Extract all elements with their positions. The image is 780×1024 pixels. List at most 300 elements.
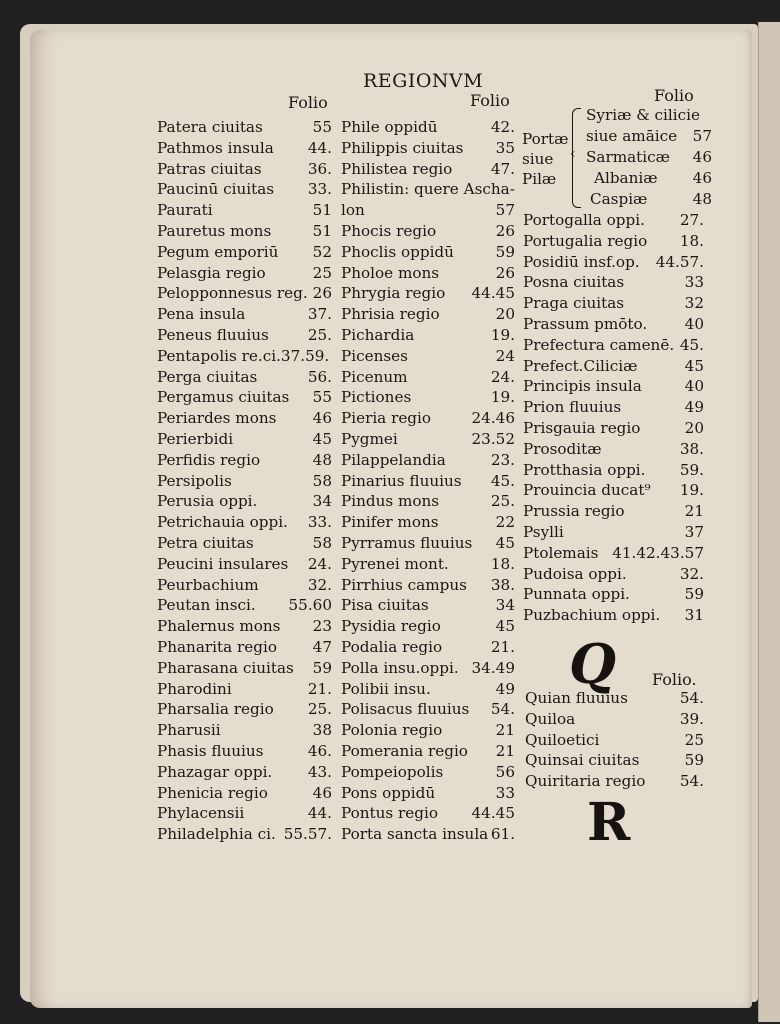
entry-folio: 23. [490, 450, 515, 469]
decorated-initial-r: R [587, 792, 631, 853]
index-entry [523, 210, 704, 231]
entry-name: Pygmei [341, 429, 398, 448]
index-entry [341, 575, 515, 596]
index-entry [523, 501, 704, 522]
entry-name: Perusia oppi. [157, 492, 258, 511]
index-entry [157, 138, 332, 159]
entry-name: Posna ciuitas [523, 273, 625, 292]
entry-name: Pena insula [157, 305, 246, 324]
index-column-1 [157, 117, 332, 845]
entry-folio: 51 [312, 201, 332, 220]
entry-folio: 32. [679, 564, 704, 583]
index-entry [523, 397, 704, 418]
entry-folio: 56. [307, 367, 332, 386]
bracket-item: Caspiæ 48 [590, 190, 712, 208]
entry-folio: 25. [490, 492, 515, 511]
entry-folio: 35 [495, 138, 515, 157]
index-entry [157, 803, 332, 824]
entry-name: Pudoisa oppi. [523, 564, 627, 583]
entry-name: Pisa ciuitas [341, 596, 429, 615]
q-section-entries [525, 688, 704, 792]
index-entry [341, 450, 515, 471]
entry-folio: 42. [490, 118, 515, 136]
entry-name: Pirrhius campus [341, 575, 467, 594]
index-entry [157, 783, 332, 804]
index-entry [157, 679, 332, 700]
entry-name: Phile oppidū [341, 118, 438, 136]
index-entry [157, 616, 332, 637]
entry-folio: 55.57. [283, 825, 332, 844]
entry-name: Prisgauia regio [523, 418, 641, 437]
index-entry [523, 460, 704, 481]
entry-folio: 46 [312, 783, 332, 802]
index-entry [157, 283, 332, 304]
entry-name: Picenum [341, 367, 408, 386]
entry-name: Pelasgia regio [157, 263, 266, 282]
bracket-item: Sarmaticæ 46 [586, 148, 712, 166]
entry-folio: 21 [495, 741, 515, 760]
entry-name: Prefectura camenē. [523, 335, 675, 354]
entry-name: Phenicia regio [157, 783, 268, 802]
index-entry [523, 252, 704, 273]
index-entry [157, 429, 332, 450]
entry-name: Pathmos insula [157, 138, 274, 157]
folio-head-col2: Folio [470, 91, 510, 110]
entry-name: Prefect.Ciliciæ [523, 356, 638, 375]
entry-folio: 54. [490, 700, 515, 719]
entry-name: Pentapolis re.ci.37.59. [157, 346, 330, 365]
index-entry [341, 387, 515, 408]
entry-folio: 44.45 [471, 284, 515, 303]
index-entry [341, 367, 515, 388]
entry-name: Prouincia ducat⁹ [523, 481, 651, 500]
entry-name: Pegum emporiū [157, 242, 279, 261]
entry-name: Peucini insulares [157, 554, 289, 573]
entry-folio: 59 [684, 751, 704, 770]
index-entry [341, 762, 515, 783]
index-entry [341, 263, 515, 284]
entry-folio: 44. [307, 138, 332, 157]
index-entry [523, 564, 704, 585]
entry-name: Pholoe mons [341, 263, 440, 282]
index-entry [157, 221, 332, 242]
entry-folio: 55.60 [288, 596, 332, 615]
entry-folio: 56 [495, 762, 515, 781]
entry-name: Pharodini [157, 679, 232, 698]
index-entry [341, 304, 515, 325]
entry-folio: 46. [307, 741, 332, 760]
entry-name: Peneus fluuius [157, 325, 269, 344]
entry-name: Pysidia regio [341, 617, 441, 636]
entry-folio: 58 [312, 471, 332, 490]
index-entry [157, 471, 332, 492]
index-column-2 [341, 117, 515, 845]
entry-name: Paurati [157, 201, 213, 220]
index-entry [341, 346, 515, 367]
entry-folio: 20 [495, 305, 515, 324]
index-entry [157, 263, 332, 284]
index-entry [157, 304, 332, 325]
entry-name: Quiloa [525, 709, 576, 728]
entry-name: Pinifer mons [341, 513, 439, 532]
entry-folio: 38 [312, 721, 332, 740]
entry-folio: 44.45 [471, 804, 515, 823]
entry-name: Pomerania regio [341, 741, 468, 760]
index-entry [341, 159, 515, 180]
entry-folio: 23 [312, 617, 332, 636]
entry-name: Pilappelandia [341, 450, 446, 469]
entry-folio: 27. [679, 211, 704, 229]
index-entry [523, 543, 704, 564]
index-entry [523, 480, 704, 501]
entry-folio: 19. [490, 388, 515, 407]
index-entry [341, 283, 515, 304]
index-entry [157, 325, 332, 346]
index-entry [157, 159, 332, 180]
entry-name: Protthasia oppi. [523, 460, 646, 479]
index-entry [341, 117, 515, 138]
entry-folio: 23.52 [471, 429, 515, 448]
index-entry [157, 533, 332, 554]
entry-folio: 39. [679, 709, 704, 728]
bracket-label-portae: Portæ [522, 130, 569, 148]
entry-name: Polisacus fluuius [341, 700, 470, 719]
entry-name: Pauretus mons [157, 221, 272, 240]
entry-name: Prosoditæ [523, 439, 602, 458]
entry-name: Pelopponnesus reg. [157, 284, 308, 303]
index-entry [341, 408, 515, 429]
entry-folio: 52 [312, 242, 332, 261]
entry-name: Periardes mons [157, 409, 277, 428]
index-entry [341, 512, 515, 533]
entry-folio: 32 [684, 294, 704, 313]
entry-name: Phasis fluuius [157, 741, 264, 760]
entry-name: Paucinū ciuitas [157, 180, 275, 199]
index-entry [341, 491, 515, 512]
index-entry [341, 658, 515, 679]
bracket-label-pilae: Pilæ [522, 170, 557, 188]
entry-folio: 33 [684, 273, 704, 292]
entry-folio: 33. [307, 513, 332, 532]
entry-folio: 24. [307, 554, 332, 573]
index-entry [157, 408, 332, 429]
index-entry [341, 221, 515, 242]
entry-folio: 43. [307, 762, 332, 781]
entry-name: Phalernus mons [157, 617, 281, 636]
index-entry [157, 575, 332, 596]
entry-folio: 24.46 [471, 409, 515, 428]
entry-name: Pinarius fluuius [341, 471, 462, 490]
index-entry [157, 179, 332, 200]
entry-folio: 38. [490, 575, 515, 594]
index-entry [523, 418, 704, 439]
entry-folio: 47 [312, 637, 332, 656]
index-entry [523, 314, 704, 335]
index-entry [341, 533, 515, 554]
entry-folio: 18. [679, 231, 704, 250]
index-entry [157, 720, 332, 741]
entry-folio: 45 [495, 617, 515, 636]
index-entry [157, 824, 332, 845]
entry-folio: 45 [684, 356, 704, 375]
entry-name: Pieria regio [341, 409, 432, 428]
entry-folio: 40 [684, 377, 704, 396]
entry-name: Podalia regio [341, 637, 443, 656]
entry-folio: 45 [312, 429, 332, 448]
index-entry [341, 699, 515, 720]
index-entry [341, 471, 515, 492]
entry-name: Phrygia regio [341, 284, 446, 303]
entry-name: Persipolis [157, 471, 232, 490]
entry-name: Pharusii [157, 721, 221, 740]
entry-folio: 45. [490, 471, 515, 490]
entry-name: Prion fluuius [523, 398, 622, 417]
entry-folio: 47. [490, 159, 515, 178]
index-entry [523, 584, 704, 605]
entry-folio: 45. [679, 335, 704, 354]
entry-folio: 41.42.43.57 [612, 543, 704, 562]
index-entry [157, 346, 332, 367]
entry-folio: 25 [684, 730, 704, 749]
index-entry [157, 595, 332, 616]
index-entry [341, 179, 515, 200]
index-entry [341, 803, 515, 824]
index-entry [157, 491, 332, 512]
index-entry [523, 293, 704, 314]
index-entry [523, 335, 704, 356]
entry-folio: 59 [684, 585, 704, 604]
entry-name: Portogalla oppi. [523, 211, 645, 229]
entry-folio: 32. [307, 575, 332, 594]
index-entry [341, 679, 515, 700]
entry-name: Phylacensii [157, 804, 245, 823]
entry-folio: 45 [495, 533, 515, 552]
entry-name: Patras ciuitas [157, 159, 262, 178]
index-entry [525, 709, 704, 730]
entry-folio: 26 [312, 284, 332, 303]
entry-folio: 33. [307, 180, 332, 199]
bracket-item: Albaniæ 46 [594, 169, 712, 187]
entry-folio: 19. [490, 325, 515, 344]
entry-folio: 19. [679, 481, 704, 500]
entry-name: Polonia regio [341, 721, 443, 740]
entry-folio: 21 [684, 502, 704, 521]
index-entry [341, 824, 515, 845]
entry-folio: 44. [307, 804, 332, 823]
index-entry [523, 376, 704, 397]
entry-name: Pictiones [341, 388, 412, 407]
entry-name: Pontus regio [341, 804, 439, 823]
entry-folio: 31 [684, 606, 704, 625]
entry-name: Pindus mons [341, 492, 440, 511]
entry-folio: 21. [307, 679, 332, 698]
entry-folio: 18. [490, 554, 515, 573]
entry-folio: 61. [490, 825, 515, 844]
index-entry [157, 200, 332, 221]
entry-name: Perierbidi [157, 429, 234, 448]
index-entry [525, 730, 704, 751]
decorated-initial-q: Q [569, 632, 617, 696]
index-entry [523, 272, 704, 293]
entry-folio: 33 [495, 783, 515, 802]
entry-folio: 25. [307, 700, 332, 719]
entry-folio: 25. [307, 325, 332, 344]
index-entry [157, 367, 332, 388]
folio-head-q: Folio. [652, 670, 697, 689]
entry-folio: 26 [495, 221, 515, 240]
entry-name: Philistea regio [341, 159, 453, 178]
index-entry [157, 554, 332, 575]
entry-folio: 54. [679, 689, 704, 707]
entry-name: Petra ciuitas [157, 533, 254, 552]
entry-folio: 59. [679, 460, 704, 479]
entry-folio: 58 [312, 533, 332, 552]
entry-name: Peutan insci. [157, 596, 256, 615]
index-entry [341, 429, 515, 450]
entry-name: Petrichauia oppi. [157, 513, 288, 532]
bracket-label-siue: siue [522, 150, 554, 168]
entry-folio: 34 [312, 492, 332, 511]
brace-tip-icon: ‹ [570, 146, 576, 162]
index-entry [523, 605, 704, 626]
entry-name: Psylli [523, 522, 564, 541]
entry-name: Peurbachium [157, 575, 259, 594]
entry-folio: 37 [684, 522, 704, 541]
entry-name: Philadelphia ci. [157, 825, 276, 844]
index-entry [157, 741, 332, 762]
entry-folio: 26 [495, 263, 515, 282]
entry-name: Phazagar oppi. [157, 762, 273, 781]
index-entry [525, 771, 704, 792]
index-entry [341, 325, 515, 346]
index-entry [157, 762, 332, 783]
entry-folio: 59 [495, 242, 515, 261]
entry-name: Pichardia [341, 325, 415, 344]
entry-name: Pons oppidū [341, 783, 436, 802]
index-entry [523, 356, 704, 377]
index-entry [341, 720, 515, 741]
entry-name: Pyrramus fluuius [341, 533, 473, 552]
entry-name: Quiritaria regio [525, 772, 646, 791]
index-entry [341, 741, 515, 762]
index-entry [341, 595, 515, 616]
index-column-3 [523, 210, 704, 626]
entry-name: Patera ciuitas [157, 118, 263, 136]
entry-folio: 37. [307, 305, 332, 324]
portae-bracket-entry [522, 104, 712, 208]
index-entry [523, 522, 704, 543]
facing-page-edge [758, 22, 780, 1022]
entry-folio: 51 [312, 221, 332, 240]
entry-folio: 55 [312, 118, 332, 136]
entry-name: Phanarita regio [157, 637, 277, 656]
entry-folio: 55 [312, 388, 332, 407]
bracket-item: Syriæ & cilicie [586, 106, 700, 124]
index-entry [341, 200, 515, 221]
entry-folio: 40 [684, 314, 704, 333]
entry-name: Phrisia regio [341, 305, 440, 324]
entry-name: Perga ciuitas [157, 367, 258, 386]
entry-name: Phoclis oppidū [341, 242, 454, 261]
entry-name: Polibii insu. [341, 679, 431, 698]
entry-name: Philistin: quere Ascha- [341, 180, 515, 199]
entry-folio: 24 [495, 346, 515, 365]
entry-folio: 24. [490, 367, 515, 386]
index-entry [157, 699, 332, 720]
entry-name: Posidiū insf.op. [523, 252, 640, 271]
entry-folio: 34 [495, 596, 515, 615]
index-entry [157, 637, 332, 658]
index-entry [157, 512, 332, 533]
entry-folio: 59 [312, 658, 332, 677]
index-entry [157, 117, 332, 138]
entry-name: Quiloetici [525, 730, 600, 749]
entry-name: Pergamus ciuitas [157, 388, 290, 407]
index-entry [341, 554, 515, 575]
entry-folio: 22 [495, 513, 515, 532]
index-entry [523, 439, 704, 460]
index-entry [341, 783, 515, 804]
entry-folio: 44.57. [655, 252, 704, 271]
page-header: REGIONVM [363, 70, 484, 92]
folio-head-col3: Folio [654, 86, 694, 105]
entry-name: Pompeiopolis [341, 762, 444, 781]
index-entry [341, 242, 515, 263]
entry-name: Philippis ciuitas [341, 138, 464, 157]
index-entry [523, 231, 704, 252]
entry-name: Porta sancta insula [341, 825, 489, 844]
entry-name: Quinsai ciuitas [525, 751, 640, 770]
entry-folio: 20 [684, 418, 704, 437]
index-entry [341, 637, 515, 658]
bracket-item: siue amāice 57 [586, 127, 712, 145]
entry-name: Phocis regio [341, 221, 437, 240]
entry-folio: 54. [679, 772, 704, 791]
index-entry [525, 750, 704, 771]
entry-name: Prassum pmōto. [523, 314, 648, 333]
entry-folio: 25 [312, 263, 332, 282]
entry-folio: 57 [495, 201, 515, 220]
entry-folio: 36. [307, 159, 332, 178]
entry-name: Portugalia regio [523, 231, 648, 250]
entry-folio: 38. [679, 439, 704, 458]
index-entry [341, 138, 515, 159]
entry-folio: 21 [495, 721, 515, 740]
entry-name: Quian fluuius [525, 689, 628, 707]
entry-name: lon [341, 201, 365, 220]
entry-name: Ptolemais [523, 543, 599, 562]
entry-folio: 21. [490, 637, 515, 656]
entry-name: Prussia regio [523, 502, 625, 521]
index-entry [525, 688, 704, 709]
entry-name: Pyrenei mont. [341, 554, 449, 573]
entry-name: Perfidis regio [157, 450, 261, 469]
entry-folio: 48 [312, 450, 332, 469]
entry-folio: 49 [495, 679, 515, 698]
entry-name: Punnata oppi. [523, 585, 630, 604]
folio-head-col1: Folio [288, 93, 328, 112]
entry-name: Pharasana ciuitas [157, 658, 294, 677]
entry-name: Puzbachium oppi. [523, 606, 661, 625]
index-entry [157, 387, 332, 408]
index-entry [157, 242, 332, 263]
entry-name: Polla insu.oppi. [341, 658, 459, 677]
entry-folio: 46 [312, 409, 332, 428]
entry-name: Picenses [341, 346, 408, 365]
entry-name: Praga ciuitas [523, 294, 625, 313]
index-entry [157, 450, 332, 471]
index-entry [341, 616, 515, 637]
